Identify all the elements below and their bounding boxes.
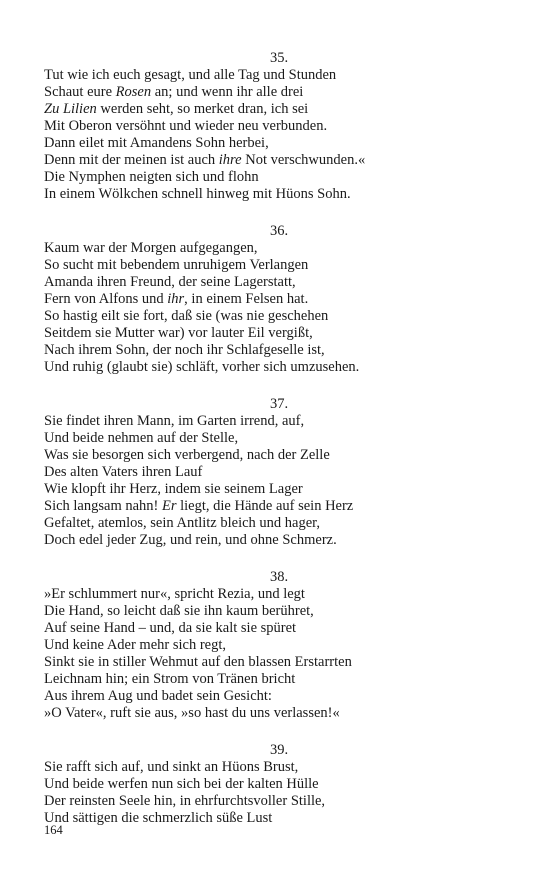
verse-text: Und sättigen die schmerzlich süße Lust	[44, 810, 273, 826]
verse-text: So sucht mit bebendem unruhigem Verlangen	[44, 257, 309, 273]
verse-line	[44, 101, 514, 118]
verse-line	[44, 430, 514, 447]
verse-line	[44, 342, 514, 359]
verse-text: Und ruhig (glaubt sie) schläft, vorher sich umzusehen.	[44, 359, 360, 375]
verse-text: Auf seine Hand – und, da sie kalt sie spüret	[44, 620, 297, 636]
verse-line	[44, 413, 514, 430]
verse-line	[44, 654, 514, 671]
verse-text: Wie klopft ihr Herz, indem sie seinem Lager	[44, 481, 303, 497]
verse-line	[44, 118, 514, 135]
verse-text: Seitdem sie Mutter war) vor lauter Eil vergißt,	[44, 325, 313, 341]
verse-text: Des alten Vaters ihren Lauf	[44, 464, 203, 480]
verse-text: Sie rafft sich auf, und sinkt an Hüons Brust,	[44, 759, 299, 775]
verse-line	[44, 481, 514, 498]
verse-text: Sich langsam nahn!	[44, 498, 162, 514]
stanza	[44, 50, 514, 203]
verse-emphasis: ihr	[167, 291, 185, 307]
verse-emphasis: ihre	[218, 152, 242, 168]
verse-text: Doch edel jeder Zug, und rein, und ohne Schmerz.	[44, 532, 337, 548]
stanza	[44, 569, 514, 722]
stanza	[44, 396, 514, 549]
verse-line	[44, 705, 514, 722]
verse-line	[44, 169, 514, 186]
stanza-number: 36.	[269, 223, 289, 239]
verse-text: Und beide nehmen auf der Stelle,	[44, 430, 239, 446]
verse-text: Die Nymphen neigten sich und flohn	[44, 169, 259, 185]
stanza-number: 39.	[269, 742, 289, 758]
verse-line	[44, 308, 514, 325]
verse-line	[44, 152, 514, 169]
verse-text: an; und wenn ihr alle drei	[151, 84, 304, 100]
verse-text: Tut wie ich euch gesagt, und alle Tag und Stunden	[44, 67, 337, 83]
stanza-number: 37.	[269, 396, 289, 412]
verse-line	[44, 67, 514, 84]
stanza-number: 35.	[269, 50, 289, 66]
verse-text: Schaut eure	[44, 84, 116, 100]
verse-line	[44, 759, 514, 776]
verse-text: liegt, die Hände auf sein Herz	[176, 498, 354, 514]
verse-text: Und keine Ader mehr sich regt,	[44, 637, 227, 653]
poem-page	[44, 50, 514, 847]
verse-text: Sie findet ihren Mann, im Garten irrend, auf,	[44, 413, 305, 429]
verse-text: Was sie besorgen sich verbergend, nach der Zelle	[44, 447, 330, 463]
verse-text: »O Vater«, ruft sie aus, »so hast du uns verlassen!«	[44, 705, 340, 721]
page-number: 164	[44, 823, 63, 837]
verse-text: Aus ihrem Aug und badet sein Gesicht:	[44, 688, 272, 704]
verse-line	[44, 291, 514, 308]
verse-line	[44, 274, 514, 291]
verse-emphasis: Rosen	[115, 84, 152, 100]
verse-line	[44, 637, 514, 654]
verse-text: Amanda ihren Freund, der seine Lagerstatt,	[44, 274, 296, 290]
verse-text: Der reinsten Seele hin, in ehrfurchtsvoller Stille,	[44, 793, 326, 809]
verse-line	[44, 135, 514, 152]
verse-text: Not verschwunden.«	[241, 152, 366, 168]
verse-text: Denn mit der meinen ist auch	[44, 152, 219, 168]
verse-text: Kaum war der Morgen aufgegangen,	[44, 240, 258, 256]
verse-emphasis: Zu Lilien	[44, 101, 97, 117]
verse-line	[44, 240, 514, 257]
verse-text: Und beide werfen nun sich bei der kalten Hülle	[44, 776, 319, 792]
verse-text: So hastig eilt sie fort, daß sie (was nie geschehen	[44, 308, 329, 324]
verse-line	[44, 359, 514, 376]
verse-text: Mit Oberon versöhnt und wieder neu verbunden.	[44, 118, 328, 134]
verse-line	[44, 793, 514, 810]
verse-text: Die Hand, so leicht daß sie ihn kaum berühret,	[44, 603, 314, 619]
verse-line	[44, 810, 514, 827]
verse-line	[44, 447, 514, 464]
verse-text: Nach ihrem Sohn, der noch ihr Schlafgeselle ist,	[44, 342, 325, 358]
verse-line	[44, 603, 514, 620]
verse-text: Fern von Alfons und	[44, 291, 168, 307]
stanza	[44, 742, 514, 827]
verse-text: »Er schlummert nur«, spricht Rezia, und legt	[44, 586, 305, 602]
verse-text: In einem Wölkchen schnell hinweg mit Hüons Sohn.	[44, 186, 351, 202]
verse-line	[44, 586, 514, 603]
verse-text: Sinkt sie in stiller Wehmut auf den blassen Erstarrten	[44, 654, 352, 670]
stanza	[44, 223, 514, 376]
stanza-number: 38.	[269, 569, 289, 585]
verse-line	[44, 515, 514, 532]
verse-line	[44, 776, 514, 793]
verse-text: Gefaltet, atemlos, sein Antlitz bleich und hager,	[44, 515, 321, 531]
verse-line	[44, 325, 514, 342]
verse-line	[44, 84, 514, 101]
verse-line	[44, 186, 514, 203]
verse-line	[44, 464, 514, 481]
verse-line	[44, 620, 514, 637]
verse-line	[44, 257, 514, 274]
verse-line	[44, 688, 514, 705]
verse-text: Dann eilet mit Amandens Sohn herbei,	[44, 135, 269, 151]
verse-text: , in einem Felsen hat.	[184, 291, 309, 307]
verse-emphasis: Er	[162, 498, 177, 514]
verse-text: werden seht, so merket dran, ich sei	[96, 101, 309, 117]
verse-line	[44, 532, 514, 549]
verse-line	[44, 498, 514, 515]
verse-text: Leichnam hin; ein Strom von Tränen bricht	[44, 671, 296, 687]
verse-line	[44, 671, 514, 688]
